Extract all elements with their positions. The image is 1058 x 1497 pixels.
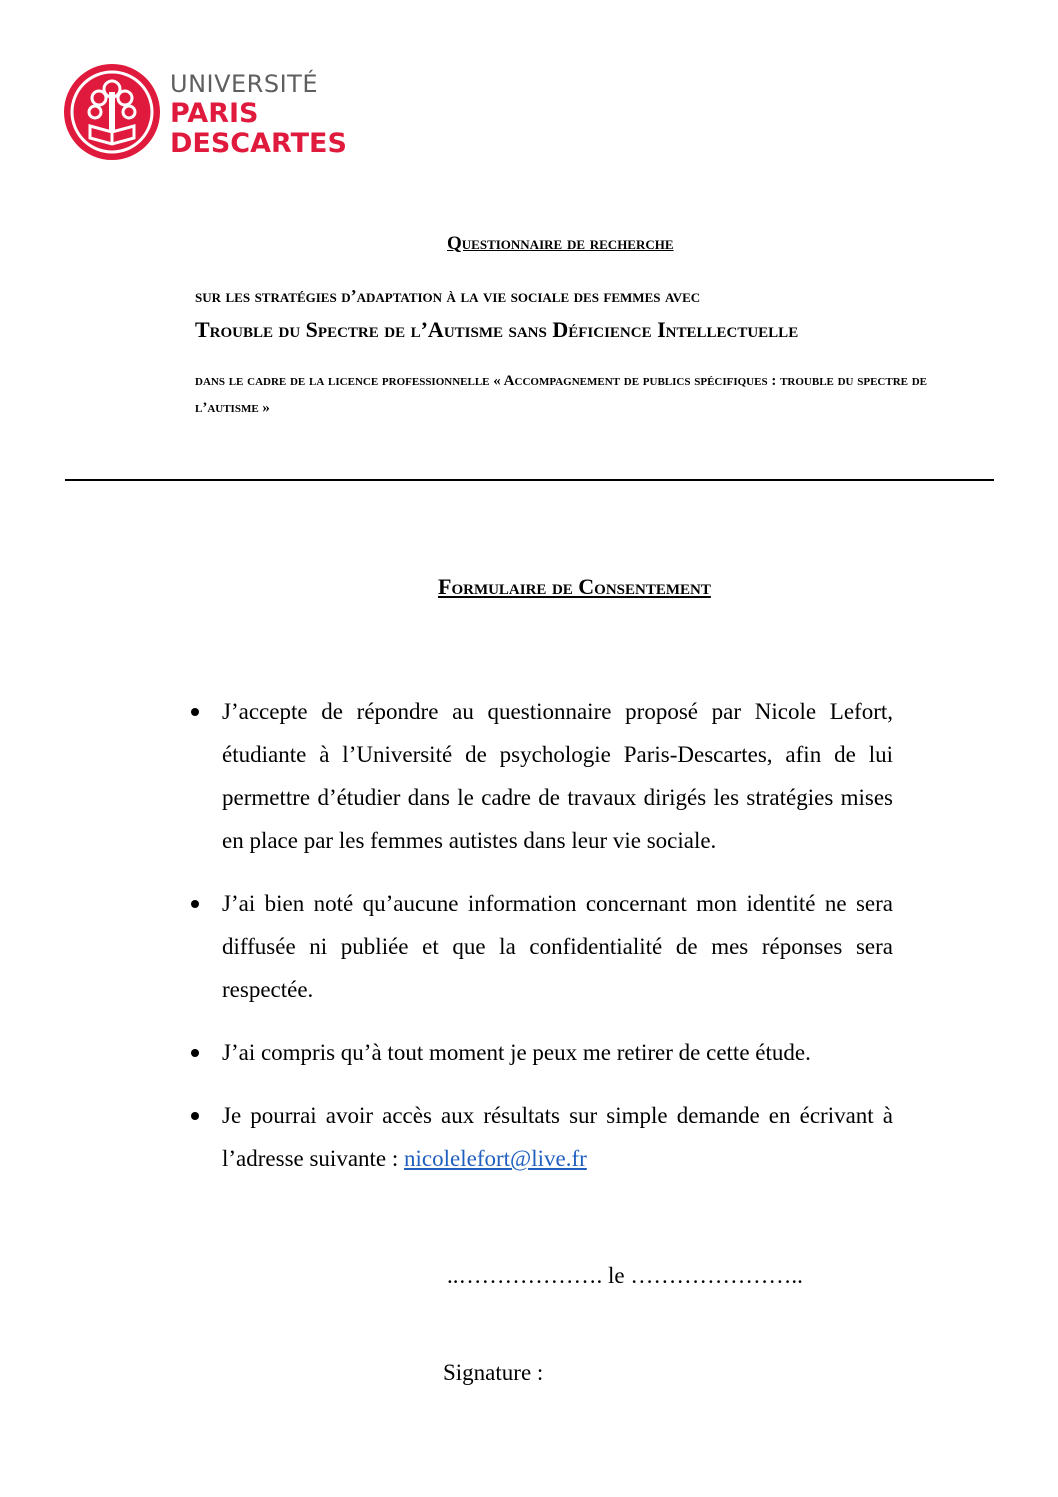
bullet-icon [191,1049,199,1057]
signature-label: Signature : [443,1360,544,1385]
questionnaire-subtitle-line1: sur les stratégies d’adaptation à la vie sociale des femmes avec [195,286,701,306]
consent-statement [188,1031,893,1074]
horizontal-divider [65,479,994,481]
consent-statement [188,1094,893,1180]
logo-line-descartes: DESCARTES [170,128,347,159]
bullet-icon [191,1112,199,1120]
consent-statement-text: J’ai bien noté qu’aucune information concernant mon identité ne sera diffusée ni publiée et que la confidentialité de mes réponses sera respectée. [222,891,893,1002]
bullet-icon [191,900,199,908]
logo-line-paris: PARIS [170,98,259,129]
consent-statement-text: J’accepte de répondre au questionnaire proposé par Nicole Lefort, étudiante à l’Université de psychologie Paris-Descartes, afin de lui permettre d’étudier dans le cadre de travaux dirigés les stratégies mises en place par les femmes autistes dans leur vie sociale. [222,699,893,853]
questionnaire-context: dans le cadre de la licence professionnelle « Accompagnement de publics spécifiques : trouble du spectre de l’autisme » [195,373,928,416]
questionnaire-subtitle-line2: Trouble du Spectre de l’Autisme sans Déficience Intellectuelle [195,317,799,342]
bullet-icon [191,708,199,716]
tree-book-seal-icon [62,62,162,162]
consent-statements-list [188,690,893,1200]
place-date-line: ..………………. le ………………….. [447,1263,803,1288]
logo-line-universite: UNIVERSITÉ [170,70,318,98]
consent-statement [188,882,893,1011]
university-logo [62,62,347,166]
consent-statement-text: Je pourrai avoir accès aux résultats sur simple demande en écrivant à l’adresse suivante : [222,1103,893,1171]
questionnaire-title: Questionnaire de recherche [447,233,674,254]
logo-wordmark [170,72,347,157]
consent-statement-text: J’ai compris qu’à tout moment je peux me retirer de cette étude. [222,1040,811,1065]
consent-form-title: Formulaire de Consentement [438,574,711,599]
consent-statement [188,690,893,862]
contact-email-link[interactable]: nicolelefort@live.fr [404,1146,587,1171]
